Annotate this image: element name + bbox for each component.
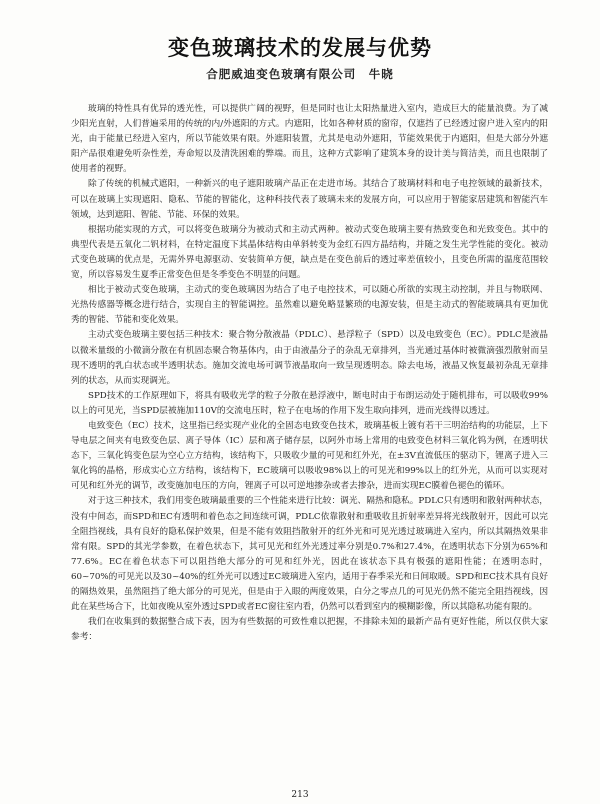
paragraph: 电致变色（EC）技术，这里指已经实现产业化的全固态电致变色技术，玻璃基板上镀有若干三明治结构的功能层，上下导电层之间夹有电致变色层、离子导体（IC）层和离子储存层，以阿外市场上常用的电致变色材料三氧化钨为例，在透明状态下，三氧化钨变色层为空心立方结构，该结构下，只吸收少量的可见和红外光，在±3V直流低压的驱动下，锂离子进入三氧化钨的晶格，形成实心立方结构，该结构下，EC玻璃可以吸收98%以上的可见光和99%以上的红外光，从而可以实现对可见和红外光的调节，改变施加电压的方向，锂离子可以可逆地掺杂或者去掺杂，进而实现EC膜着色褪色的循环。: [71, 420, 548, 492]
paragraph: 我们在收集到的数据整合成下表，因为有些数据的可致性难以把握，不排除未知的最新产品有更好性能，所以仅供大家参考：: [71, 617, 548, 643]
article-title: 变色玻璃技术的发展与优势: [168, 36, 432, 60]
paragraph: SPD技术的工作原理如下，将具有吸收光学的粒子分散在悬浮液中，断电时由于布朗运动处于随机排布，可以吸收99%以上的可见光，当SPD层被施加110V的交流电压时，粒子在电场的作用下发生取向排列，进而光线得以透过。: [71, 390, 548, 416]
paragraph: 主动式变色玻璃主要包括三种技术：聚合物分散液晶（PDLC）、悬浮粒子（SPD）以及电致变色（EC）。PDLC是液晶以微米量级的小微滴分散在有机固态聚合物基体内，由于由液晶分子的杂乱无章排列，当光通过基体时被微滴强烈散射而呈现不透明的乳白状态或半透明状态。施加交流电场可调节液晶取向一致呈现透明态。除去电场，液晶又恢复最初杂乱无章排列的状态，从而实现调光。: [71, 330, 548, 386]
paragraph: 玻璃的特性具有优异的透光性，可以提供广阔的视野，但是同时也让太阳热量进入室内，造成巨大的能量浪费。为了减少阳光直射，人们普遍采用的传统的内/外遮阳的方式。内遮阳，比如各种材质的窗帘，仅遮挡了已经透过窗户进入室内的阳光，由于能量已经进入室内，所以节能效果有限。外遮阳装置，尤其是电动外遮阳，节能效果优于内遮阳，但是大部分外遮阳产品很难避免听杂性差，寿命短以及清洗困难的弊端。而且，这种方式影响了建筑本身的设计美与简洁美，而且也限制了使用者的视野。: [71, 104, 548, 175]
author-line: 合肥威迪变色玻璃有限公司 牛晓: [206, 67, 394, 81]
paragraph: 除了传统的机械式遮阳，一种新兴的电子遮阳玻璃产品正在走进市场。其结合了玻璃材料和电子电控领域的最新技术，可以在玻璃上实现遮阳、隐私、节能的智能化，这种科技代表了玻璃未来的发展方向，可以应用于智能家居建筑和智能汽车领域，达到遮阳、智能、节能、环保的效果。: [71, 179, 548, 220]
paragraph: 对于这三种技术，我们用变色玻璃最重要的三个性能来进行比较：调光、隔热和隐私。PDLC只有透明和散射两种状态，没有中间态，而SPD和EC有透明和着色态之间连续可调，PDLC依靠散射和重吸收且折射率差异将光线散射开，因此可以完全阻挡视线，具有良好的隐私保护效果，但是不能有效阻挡散射开的红外光和可见光透过玻璃进入室内，所以其隔热效果非常有限。SPD的其光学参数，在着色状态下，其可见光和红外光透过率分别是0.7%和27.4%，在透明状态下分别为65%和77.6%。EC在着色状态下可以阻挡绝大部分的可见和红外光，因此在该状态下具有极强的遮阳性能；在透明态时，60~70%的可见光以及30~40%的红外光可以透过EC玻璃进入室内，适用于春季采光和日间取暖。SPD和EC技术具有良好的隔热效果，虽然阻挡了绝大部分的可见光，但是由于入眼的两度效果，白分之零点几的可见光仍然不能完全阻挡视线，因此在某些场合下，比如夜晚从室外透过SPD或者EC窗往室内看，仍然可以看到室内的模糊影像，所以其隐私功能有限的。: [71, 496, 548, 613]
paragraph: 相比于被动式变色玻璃，主动式的变色玻璃因为结合了电子电控技术，可以随心所欲的实现主动控制，并且与物联网、光热传感器等概念进行结合，实现自主的智能调控。虽然难以避免略显繁琐的电源安装，但是主动式的智能玻璃具有更加优秀的智能、节能和变化效果。: [71, 285, 548, 326]
page-number: 213: [291, 790, 309, 800]
article-body: [71, 102, 548, 645]
paragraph: 根据功能实现的方式，可以将变色玻璃分为被动式和主动式两种。被动式变色玻璃主要有热致变色和光致变色。其中的典型代表是五氧化二钒材料，在特定温度下其晶体结构由单斜转变为金红石四方晶结构，并随之发生光学性能的变化。被动式变色玻璃的优点是，无需外界电源驱动、安装简单方便，缺点是在变色前后的透过率差值较小，且变色所需的温度范围较宽，所以容易发生夏季正常变色但是冬季变色不明显的问题。: [71, 224, 548, 281]
